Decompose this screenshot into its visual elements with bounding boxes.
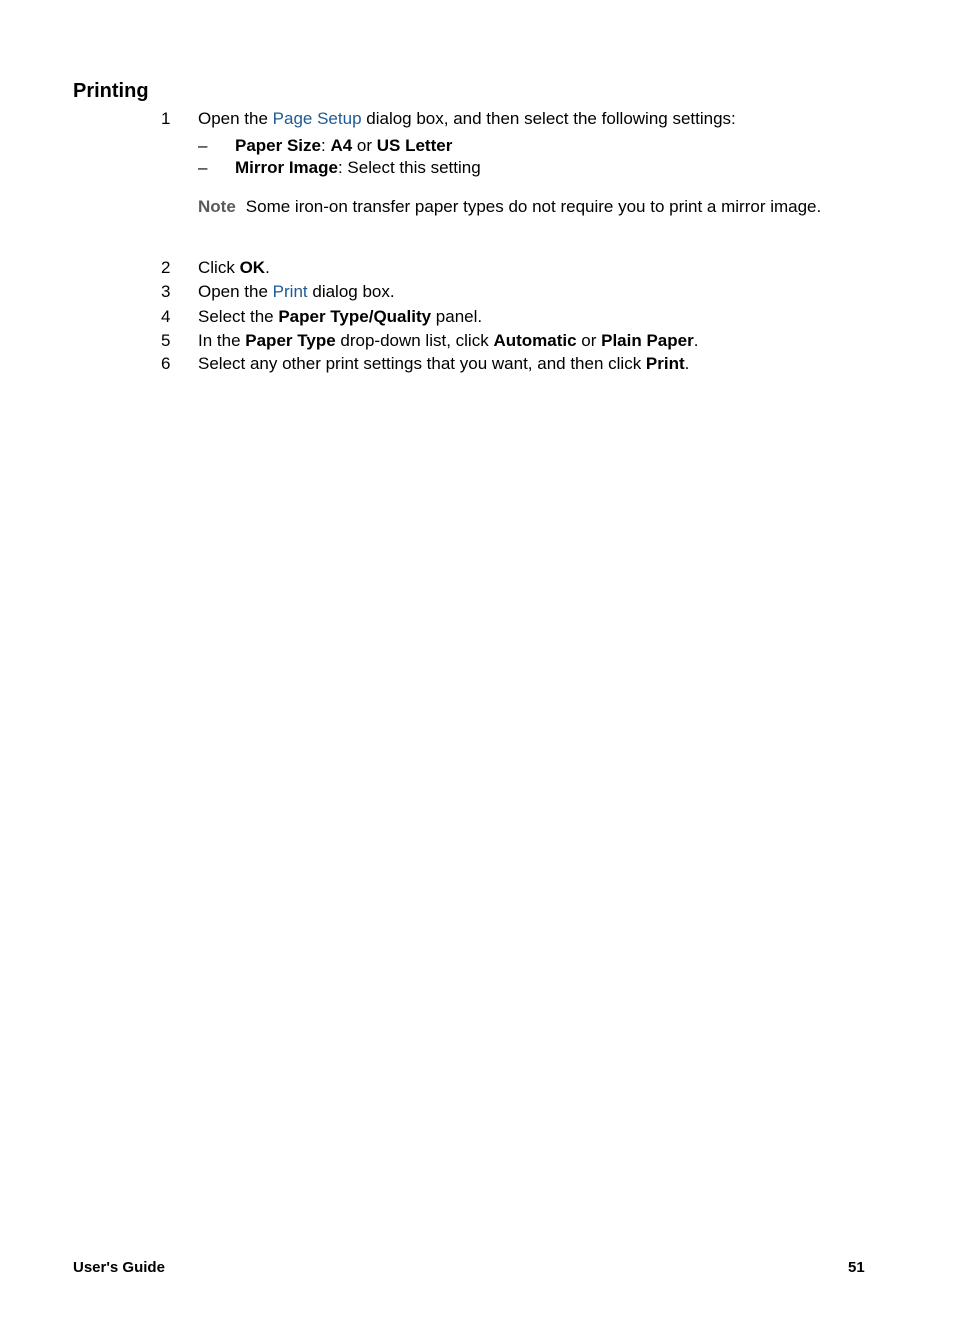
text: panel. <box>431 307 483 326</box>
text: dialog box, and then select the following settings: <box>361 109 736 128</box>
step-text <box>198 257 270 279</box>
text: Click <box>198 258 240 277</box>
bold-term: US Letter <box>376 136 453 155</box>
text: . <box>684 354 690 373</box>
text: : Select this setting <box>337 158 481 177</box>
step-number: 1 <box>161 109 171 128</box>
print-link[interactable]: Print <box>272 282 308 301</box>
text: drop-down list, click <box>335 331 494 350</box>
section-heading: Printing <box>73 80 149 102</box>
note <box>198 196 838 218</box>
text: . <box>693 331 699 350</box>
step-number: 2 <box>161 258 171 277</box>
text: : <box>321 136 331 155</box>
substep-text <box>235 135 452 157</box>
text: Open the <box>198 282 273 301</box>
bold-term: Automatic <box>493 331 577 350</box>
footer-guide-title: User's Guide <box>73 1259 165 1276</box>
step-number: 6 <box>161 354 171 373</box>
bold-term: OK <box>239 258 266 277</box>
text: or <box>576 331 602 350</box>
step-number: 3 <box>161 282 171 301</box>
bold-term: A4 <box>330 136 353 155</box>
step-text <box>198 108 736 130</box>
note-text: Some iron-on transfer paper types do not require you to print a mirror image. <box>245 197 822 216</box>
bold-term: Paper Type/Quality <box>278 307 432 326</box>
text: In the <box>198 331 246 350</box>
substep-text <box>235 157 481 179</box>
step-number: 4 <box>161 307 171 326</box>
dash: – <box>198 158 208 177</box>
text: . <box>265 258 270 277</box>
note-label: Note <box>198 197 236 216</box>
text: Open the <box>198 109 273 128</box>
step-text <box>198 306 482 328</box>
bold-term: Mirror Image <box>235 158 338 177</box>
footer-page-number: 51 <box>848 1259 865 1276</box>
bold-term: Paper Type <box>245 331 336 350</box>
bold-term: Plain Paper <box>601 331 694 350</box>
dash: – <box>198 136 208 155</box>
step-text <box>198 353 689 375</box>
text: dialog box. <box>307 282 395 301</box>
text: or <box>352 136 377 155</box>
page-setup-link[interactable]: Page Setup <box>272 109 362 128</box>
step-text <box>198 330 698 352</box>
step-number: 5 <box>161 331 171 350</box>
text: Select any other print settings that you want, and then click <box>198 354 646 373</box>
bold-term: Paper Size <box>235 136 321 155</box>
bold-term: Print <box>645 354 685 373</box>
text: Select the <box>198 307 279 326</box>
step-text <box>198 281 395 303</box>
